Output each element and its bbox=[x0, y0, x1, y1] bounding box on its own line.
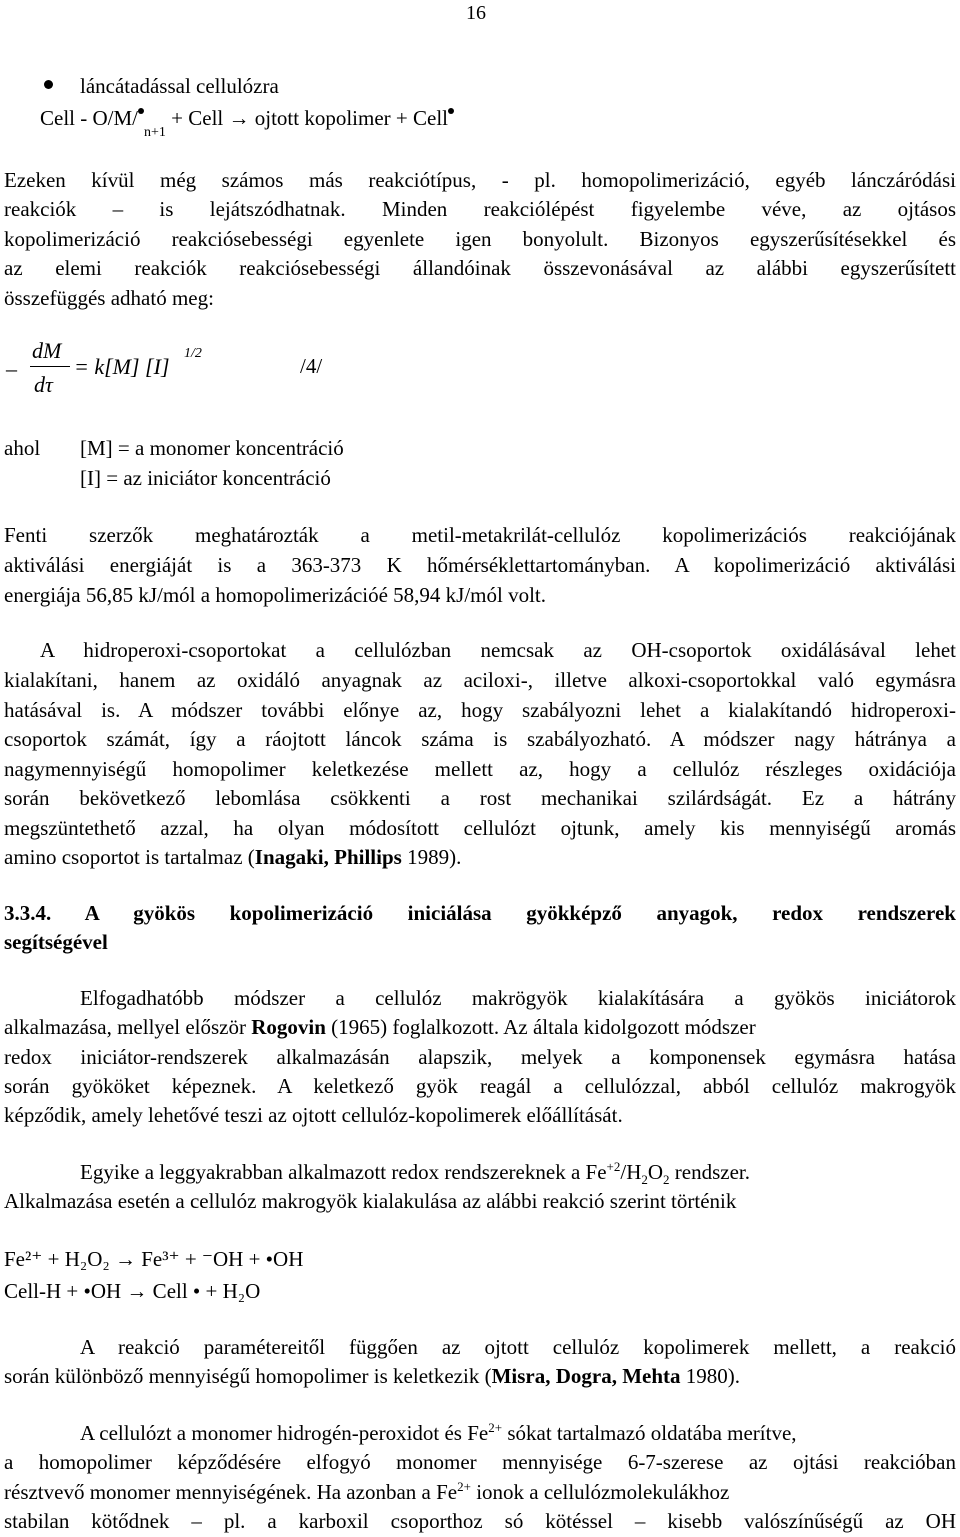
p3-line-5: nagymennyiségű homopolimer keletkezése mellett az, hogy a cellulóz részleges oxidációja bbox=[4, 757, 956, 781]
superscript: +2 bbox=[606, 1159, 621, 1174]
p5-text: Egyike a leggyakrabban alkalmazott redox rendszereknek a Fe bbox=[80, 1160, 607, 1184]
p5-line-2: Alkalmazása esetén a cellulóz makrogyök kialakulása az alábbi reakció szerint történik bbox=[4, 1189, 737, 1213]
p7-text: résztvevő monomer mennyiségének. Ha azonban a Fe bbox=[4, 1480, 458, 1504]
p7-line-4: stabilan kötődnek – pl. a karboxil csoporthoz só kötéssel – kisebb valószínűségű az OH bbox=[4, 1509, 956, 1533]
subscript: 2 bbox=[663, 1172, 670, 1188]
citation-author: Rogovin bbox=[251, 1015, 326, 1039]
p7-line-1 bbox=[80, 1421, 956, 1445]
p1-line-2: reakciók – is lejátszódhatnak. Minden reakciólépést figyelembe véve, az ojtásos bbox=[4, 197, 956, 221]
radical-dot-icon bbox=[138, 108, 144, 114]
page-number: 16 bbox=[466, 2, 486, 24]
p3-line-4: csoportok számát, így a ráojtott láncok száma is szabályozható. A módszer nagy hátránya a bbox=[4, 727, 956, 751]
superscript: 2+ bbox=[457, 1479, 471, 1494]
formula-rhs: = k[M] [I] bbox=[74, 354, 170, 379]
reaction-2: Cell-H + •OH → Cell • + H₂O bbox=[4, 1279, 261, 1303]
p7-text-b: ionok a cellulózmolekulákhoz bbox=[470, 1480, 730, 1504]
formula-minus: – bbox=[6, 356, 17, 381]
fraction-bar bbox=[30, 366, 70, 367]
p1-line-1: Ezeken kívül még számos más reakciótípus, - pl. homopolimerizáció, egyéb lánczáródási bbox=[4, 168, 956, 192]
p3-text: amino csoportot is tartalmaz ( bbox=[4, 845, 255, 869]
p3-line-7: megszüntethető azzal, ha olyan módosított cellulózt ojtunk, amely kis mennyiségű aromás bbox=[4, 816, 956, 840]
p5-text-c: O bbox=[647, 1160, 664, 1184]
p3-line-8 bbox=[4, 845, 956, 869]
p1-line-4: az elemi reakciók reakciósebességi állandóinak összevonásával az alábbi egyszerűsített bbox=[4, 256, 956, 280]
bullet-title: láncátadással cellulózra bbox=[80, 74, 279, 98]
p7-text-b: sókat tartalmazó oldatába merítve, bbox=[502, 1421, 797, 1445]
p4-line-4: során gyököket képeznek. A keletkező gyök reagál a cellulózzal, abból cellulóz makrogyök bbox=[4, 1074, 956, 1098]
p2-line-3: energiája 56,85 kJ/mól a homopolimerizációé 58,94 kJ/mól volt. bbox=[4, 583, 547, 607]
citation-authors: Inagaki, Phillips bbox=[254, 845, 402, 869]
formula-exponent: 1/2 bbox=[184, 346, 202, 361]
p3-line-3: hatásával is. A módszer további előnye az, hogy szabályozni lehet a kialakítandó hidroperoxi- bbox=[4, 698, 956, 722]
reaction-1: Fe²⁺ + H₂O₂ → Fe³⁺ + ⁻OH + •OH bbox=[4, 1247, 304, 1271]
p4-text-after: (1965) foglalkozott. Az általa kidolgozott módszer bbox=[325, 1015, 756, 1039]
p7-line-2: a homopolimer képződésére elfogyó monomer mennyisége 6-7-szerese az ojtási reakcióban bbox=[4, 1450, 956, 1474]
section-heading-line-2: segítségével bbox=[4, 930, 108, 954]
formula-label: /4/ bbox=[300, 354, 323, 378]
eq-subscript: n+1 bbox=[144, 125, 166, 141]
p5-text-b: /H bbox=[620, 1160, 642, 1184]
p1-line-5: összefüggés adható meg: bbox=[4, 286, 214, 310]
citation-year: 1980). bbox=[680, 1364, 741, 1388]
p4-line-2 bbox=[4, 1015, 956, 1039]
p7-line-3 bbox=[4, 1480, 956, 1504]
p6-text: során különböző mennyiségű homopolimer is keletkezik ( bbox=[4, 1364, 492, 1388]
bullet-icon bbox=[44, 80, 53, 89]
formula-numerator: dM bbox=[32, 338, 62, 363]
eq-mid: + Cell bbox=[171, 106, 224, 130]
subscript: 2 bbox=[641, 1172, 648, 1188]
defs-m: [M] = a monomer koncentráció bbox=[80, 436, 344, 460]
p2-line-1: Fenti szerzők meghatározták a metil-metakrilát-cellulóz kopolimerizációs reakciójának bbox=[4, 523, 956, 547]
defs-ahol: ahol bbox=[4, 436, 41, 460]
p4-line-3: redox iniciátor-rendszerek alkalmazásán alapszik, melyek a komponensek egymásra hatása bbox=[4, 1045, 956, 1069]
formula-denominator: dτ bbox=[34, 372, 53, 397]
citation-authors: Misra, Dogra, Mehta bbox=[491, 1364, 681, 1388]
p4-text: alkalmazása, mellyel először bbox=[4, 1015, 252, 1039]
section-heading-line-1: 3.3.4. A gyökös kopolimerizáció iniciálása gyökképző anyagok, redox rendszerek bbox=[4, 901, 956, 925]
p7-text: A cellulózt a monomer hidrogén-peroxidot és Fe bbox=[80, 1421, 489, 1445]
superscript: 2+ bbox=[488, 1420, 503, 1435]
arrow-icon: → bbox=[228, 106, 250, 130]
eq-right: ojtott kopolimer + Cell bbox=[254, 106, 448, 130]
radical-dot-icon bbox=[448, 108, 454, 114]
p1-line-3: kopolimerizáció reakciósebességi egyenlete igen bonyolult. Bizonyos egyszerűsítésekkel és bbox=[4, 227, 956, 251]
p5-line-1 bbox=[80, 1159, 956, 1188]
bullet-equation bbox=[40, 106, 740, 141]
p3-line-2: kialakítani, hanem az oxidáló anyagnak az aciloxi-, illetve alkoxi-csoportokkal való egymásra bbox=[4, 668, 956, 692]
p6-line-2 bbox=[4, 1364, 956, 1388]
p3-line-6: során bekövetkező lebomlása csökkenti a rost mechanikai szilárdságát. Ez a hátrány bbox=[4, 786, 956, 810]
citation-year: 1989). bbox=[401, 845, 462, 869]
p5-text-d: rendszer. bbox=[669, 1160, 751, 1184]
p2-line-2: aktiválási energiáját is a 363-373 K hőmérséklettartományban. A kopolimerizáció aktiválási bbox=[4, 553, 956, 577]
eq-left: Cell - O/M/ bbox=[40, 106, 138, 130]
p3-line-1: A hidroperoxi-csoportokat a cellulózban nemcsak az OH-csoportok oxidálásával lehet bbox=[40, 638, 956, 662]
defs-i: [I] = az iniciátor koncentráció bbox=[80, 466, 331, 490]
p4-line-1: Elfogadhatóbb módszer a cellulóz makrögyök kialakítására a gyökös iniciátorok bbox=[80, 986, 956, 1010]
p6-line-1: A reakció paramétereitől függően az ojtott cellulóz kopolimerek mellett, a reakció bbox=[80, 1335, 956, 1359]
p4-line-5: képződik, amely lehetővé teszi az ojtott cellulóz-kopolimerek előállítását. bbox=[4, 1103, 623, 1127]
